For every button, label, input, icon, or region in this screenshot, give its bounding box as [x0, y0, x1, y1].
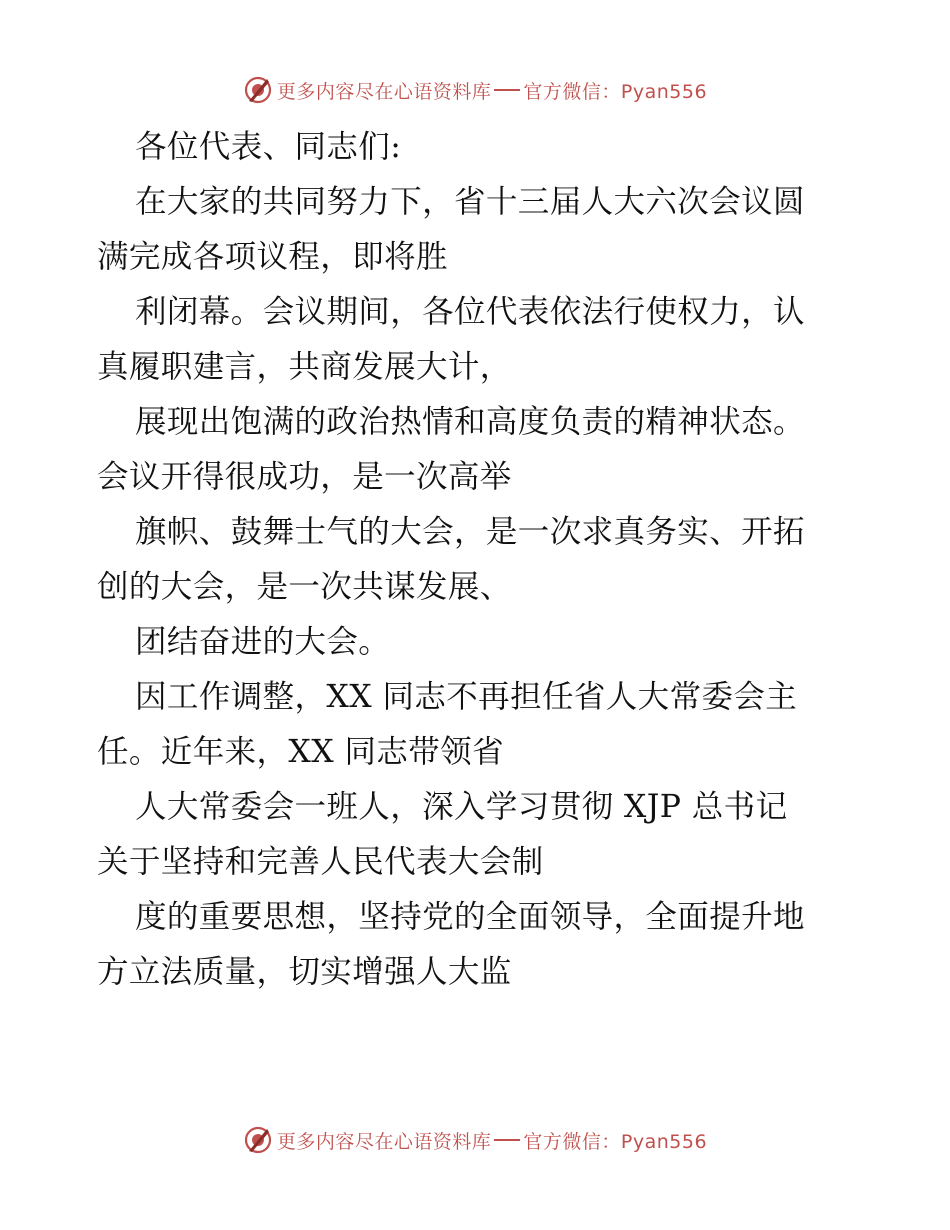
body-line: 在大家的共同努力下，省十三届人大六次会议圆: [135, 184, 805, 220]
footer-wechat-label: 官方微信：Pyan556: [523, 1130, 708, 1153]
body-line: 旗帜、鼓舞士气的大会，是一次求真务实、开拓: [135, 514, 805, 550]
quill-logo-icon: [243, 75, 273, 105]
header-wechat-label: 官方微信：Pyan556: [523, 80, 708, 103]
body-line: 度的重要思想，坚持党的全面领导，全面提升地: [135, 899, 805, 935]
body-line: 关于坚持和完善人民代表大会制: [97, 844, 544, 880]
body-line: 创的大会，是一次共谋发展、: [97, 569, 512, 605]
body-line: 真履职建言，共商发展大计，: [97, 349, 512, 385]
footer-dash: [494, 1139, 520, 1141]
body-line: 任。近年来，XX 同志带领省: [97, 734, 504, 770]
document-body: [97, 120, 857, 1000]
body-line: 利闭幕。会议期间，各位代表依法行使权力，认: [135, 294, 805, 330]
body-line: 人大常委会一班人，深入学习贯彻 XJP 总书记: [135, 789, 788, 825]
body-line: 各位代表、同志们:: [135, 129, 402, 165]
body-line: 团结奋进的大会。: [135, 624, 391, 660]
body-line: 因工作调整，XX 同志不再担任省人大常委会主: [135, 679, 798, 715]
header-watermark-text: 更多内容尽在心语资料库: [276, 80, 492, 103]
body-line: 会议开得很成功，是一次高举: [97, 459, 512, 495]
footer-watermark: [0, 1122, 950, 1158]
body-line: 满完成各项议程，即将胜: [97, 239, 448, 275]
quill-logo-icon: [243, 1125, 273, 1155]
body-line: 展现出饱满的政治热情和高度负责的精神状态。: [135, 404, 805, 440]
header-dash: [494, 89, 520, 91]
header-watermark: [0, 72, 950, 108]
footer-watermark-text: 更多内容尽在心语资料库: [276, 1130, 492, 1153]
body-line: 方立法质量，切实增强人大监: [97, 954, 512, 990]
